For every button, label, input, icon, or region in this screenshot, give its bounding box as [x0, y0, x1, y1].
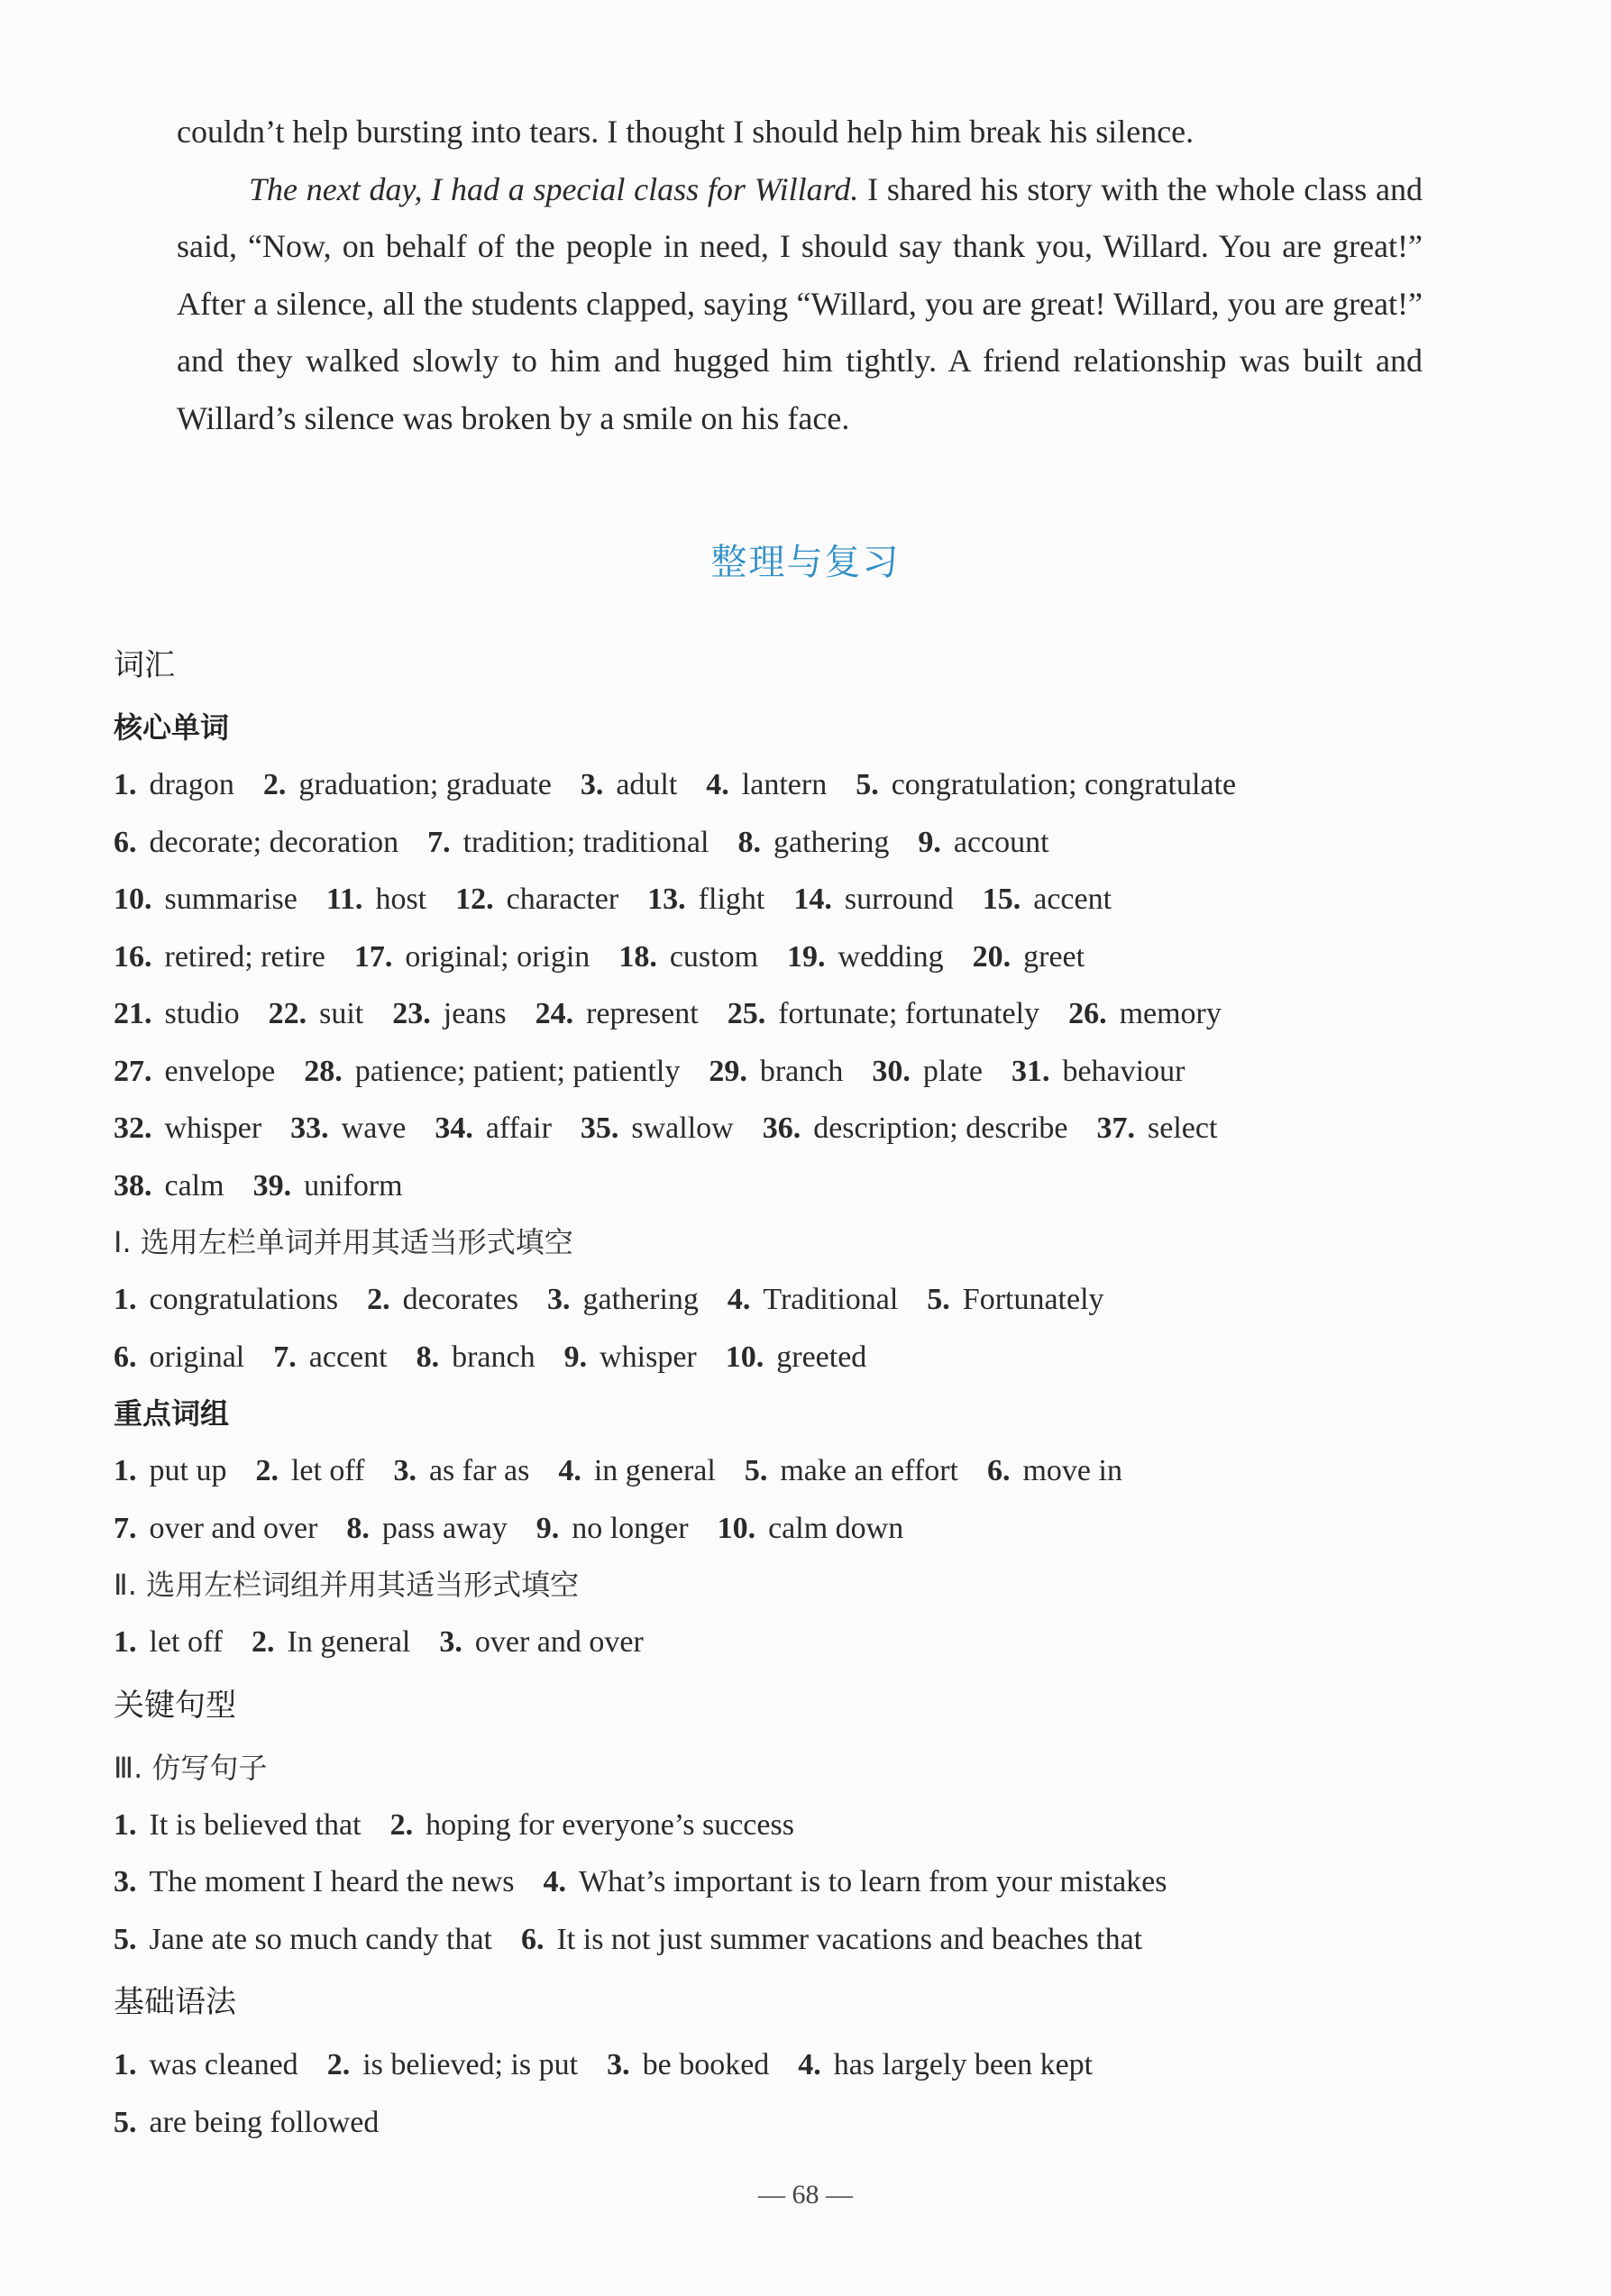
answer-item — [114, 1157, 224, 1215]
answer-text: as far as — [428, 1454, 530, 1487]
answer-item — [706, 756, 827, 814]
answer-number: 10. — [717, 1511, 756, 1545]
exercise-3-list — [114, 1797, 1448, 1969]
answer-text: dragon — [149, 768, 234, 801]
answer-item — [987, 1442, 1122, 1500]
answer-number: 12. — [455, 883, 494, 916]
answer-text: description; describe — [813, 1111, 1068, 1145]
grammar-list — [114, 2036, 1448, 2151]
answer-row — [114, 1797, 1448, 1854]
answer-number: 2. — [326, 2048, 351, 2081]
answer-text: summarise — [164, 883, 297, 916]
answer-number: 10. — [725, 1340, 764, 1374]
answer-number: 34. — [435, 1111, 473, 1145]
answer-number: 38. — [114, 1168, 152, 1203]
answer-text: branch — [759, 1054, 844, 1088]
answer-text: It is believed that — [149, 1807, 362, 1842]
answer-item — [535, 985, 699, 1043]
answer-item — [114, 871, 297, 928]
answer-row — [114, 1911, 1448, 1969]
answer-item — [455, 871, 618, 928]
answer-text: gathering — [773, 825, 890, 859]
answer-item — [114, 1853, 515, 1911]
answer-number: 33. — [290, 1111, 329, 1145]
answer-text: adult — [616, 768, 678, 801]
answer-number: 4. — [706, 768, 729, 801]
answer-row — [114, 1500, 1448, 1558]
answer-text: What’s important is to learn from your mistakes — [579, 1865, 1167, 1898]
answer-item — [346, 1500, 507, 1558]
answer-text: tradition; traditional — [462, 825, 709, 859]
answer-text: decorate; decoration — [149, 825, 399, 859]
answer-number: 6. — [114, 825, 137, 859]
answer-text: is believed; is put — [362, 2048, 579, 2081]
answer-item — [581, 756, 677, 814]
answer-item — [269, 985, 364, 1043]
answer-number: 20. — [972, 939, 1011, 974]
answer-number: 39. — [252, 1168, 292, 1203]
answer-item — [114, 756, 234, 814]
answer-number: 1. — [114, 1283, 137, 1316]
answer-number: 3. — [607, 2048, 630, 2081]
answer-item — [973, 928, 1085, 986]
answer-number: 15. — [982, 883, 1021, 916]
answer-item — [1068, 985, 1222, 1043]
answer-item — [564, 1329, 697, 1386]
answer-text: was cleaned — [149, 2048, 298, 2081]
answer-row — [114, 1157, 1448, 1215]
answer-number: 19. — [787, 939, 826, 974]
answer-item — [114, 1271, 338, 1329]
answer-item — [114, 985, 240, 1043]
answer-item — [745, 1442, 958, 1500]
answer-item — [114, 1614, 223, 1671]
answer-text: original; origin — [405, 939, 590, 974]
answer-text: affair — [485, 1111, 552, 1145]
answer-content — [114, 631, 1448, 2151]
answer-item — [114, 1500, 317, 1558]
answer-number: 13. — [647, 883, 686, 916]
answer-text: calm — [164, 1168, 224, 1203]
answer-number: 1. — [114, 1807, 137, 1842]
answer-item — [416, 1329, 535, 1386]
answer-text: The moment I heard the news — [149, 1865, 515, 1898]
answer-item — [304, 1043, 680, 1101]
answer-text: whisper — [164, 1111, 262, 1145]
answer-number: 3. — [439, 1625, 462, 1659]
answer-text: represent — [586, 997, 699, 1030]
answer-item — [718, 1500, 904, 1558]
answer-row — [114, 1442, 1448, 1500]
answer-item — [290, 1100, 406, 1157]
answer-item — [798, 2036, 1093, 2094]
answer-item — [728, 985, 1039, 1043]
answer-number: 21. — [114, 997, 152, 1030]
answer-row — [114, 1043, 1448, 1101]
story-passage — [177, 104, 1423, 447]
answer-number: 9. — [563, 1340, 588, 1374]
answer-number: 25. — [727, 997, 766, 1030]
answer-item — [393, 1442, 529, 1500]
answer-text: accent — [308, 1340, 388, 1374]
exercise-2-heading: Ⅱ. 选用左栏词组并用其适当形式填空 — [114, 1568, 580, 1602]
answer-text: decorates — [402, 1283, 518, 1316]
page-number: — 68 — — [758, 2180, 853, 2209]
answer-text: Traditional — [763, 1283, 899, 1316]
answer-row — [114, 1614, 1448, 1671]
answer-text: greet — [1023, 939, 1085, 974]
answer-number: 11. — [325, 883, 363, 916]
answer-item — [114, 1442, 226, 1500]
answer-number: 16. — [114, 939, 152, 974]
answer-number: 35. — [580, 1111, 619, 1145]
answer-number: 5. — [856, 768, 879, 801]
answer-row — [114, 2036, 1448, 2094]
story-paragraph-1: couldn’t help bursting into tears. I thought I should help him break his silence. — [177, 114, 1195, 150]
answer-number: 7. — [114, 1511, 137, 1545]
answer-item — [521, 1911, 1142, 1969]
answer-item — [787, 928, 944, 986]
answer-row — [114, 1100, 1448, 1157]
answer-item — [793, 871, 953, 928]
answer-text: no longer — [572, 1511, 689, 1545]
answer-number: 37. — [1096, 1111, 1136, 1145]
answer-item — [114, 1911, 492, 1969]
story-paragraph-2 — [177, 161, 1423, 448]
answer-text: congratulation; congratulate — [891, 768, 1237, 801]
answer-text: pass away — [381, 1511, 508, 1545]
answer-text: studio — [164, 997, 240, 1030]
answer-number: 4. — [727, 1283, 751, 1316]
key-phrases-list — [114, 1442, 1448, 1557]
answer-number: 10. — [114, 883, 152, 916]
answer-number: 27. — [114, 1054, 152, 1088]
answer-item — [439, 1614, 643, 1671]
key-phrases-heading: 重点词组 — [114, 1396, 230, 1431]
answer-row — [114, 928, 1448, 986]
answer-row — [114, 1329, 1448, 1386]
answer-item — [326, 871, 426, 928]
answer-number: 1. — [114, 1454, 137, 1487]
answer-row — [114, 871, 1448, 928]
answer-row — [114, 2094, 1448, 2152]
answer-item — [354, 928, 590, 986]
answer-text: branch — [452, 1340, 535, 1374]
answer-item — [114, 1100, 261, 1157]
answer-text: select — [1148, 1111, 1218, 1145]
answer-row — [114, 1271, 1448, 1329]
answer-text: memory — [1119, 997, 1222, 1030]
answer-number: 18. — [618, 939, 657, 974]
answer-text: greeted — [776, 1340, 867, 1374]
answer-item — [728, 1271, 898, 1329]
answer-text: congratulations — [149, 1283, 339, 1316]
answer-text: over and over — [149, 1511, 318, 1545]
answer-text: suit — [319, 997, 364, 1030]
answer-text: fortunate; fortunately — [778, 997, 1040, 1030]
answer-number: 3. — [580, 768, 604, 801]
answer-text: character — [506, 883, 619, 916]
answer-number: 8. — [346, 1511, 370, 1545]
answer-text: surround — [844, 883, 954, 916]
exercise-3-heading: Ⅲ. 仿写句子 — [114, 1750, 268, 1785]
answer-row — [114, 985, 1448, 1043]
answer-number: 30. — [872, 1054, 911, 1088]
answer-text: envelope — [164, 1054, 276, 1088]
answer-number: 5. — [744, 1454, 768, 1487]
answer-item — [392, 985, 506, 1043]
answer-item — [1097, 1100, 1218, 1157]
answer-item — [114, 2036, 298, 2094]
vocab-heading: 词汇 — [114, 647, 175, 683]
answer-number: 6. — [520, 1922, 545, 1956]
story-italic-phrase: The next day, I had a special class for Willard. — [249, 170, 859, 207]
answer-item — [983, 871, 1112, 928]
answer-text: wave — [341, 1111, 407, 1145]
answer-text: lantern — [741, 768, 828, 801]
answer-item — [114, 1043, 275, 1101]
answer-item — [581, 1100, 734, 1157]
answer-item — [726, 1329, 867, 1386]
answer-text: let off — [149, 1625, 224, 1659]
answer-number: 6. — [986, 1454, 1011, 1487]
answer-item — [763, 1100, 1068, 1157]
answer-text: let off — [290, 1454, 365, 1487]
answer-text: flight — [698, 883, 765, 916]
answer-number: 5. — [927, 1283, 950, 1316]
answer-number: 2. — [389, 1807, 414, 1842]
answer-item — [252, 1614, 410, 1671]
answer-number: 23. — [392, 997, 431, 1030]
answer-text: jeans — [443, 997, 507, 1030]
answer-text: be booked — [642, 2048, 770, 2081]
answer-text: has largely been kept — [833, 2048, 1094, 2081]
answer-number: 31. — [1011, 1054, 1050, 1088]
answer-item — [618, 928, 758, 986]
answer-number: 36. — [762, 1111, 801, 1145]
answer-row — [114, 1853, 1448, 1911]
answer-text: hoping for everyone’s success — [426, 1807, 794, 1842]
answer-item — [114, 1329, 244, 1386]
answer-item — [647, 871, 764, 928]
answer-text: put up — [149, 1454, 227, 1487]
answer-number: 8. — [416, 1340, 440, 1374]
answer-item — [547, 1271, 699, 1329]
answer-number: 1. — [114, 1625, 137, 1659]
answer-text: retired; retire — [164, 939, 325, 974]
core-words-list — [114, 756, 1448, 1214]
answer-text: original — [149, 1340, 245, 1374]
answer-number: 32. — [114, 1111, 152, 1145]
answer-text: over and over — [474, 1625, 644, 1659]
answer-text: account — [953, 825, 1049, 859]
answer-text: wedding — [838, 939, 944, 974]
answer-text: in general — [593, 1454, 716, 1487]
grammar-heading: 基础语法 — [114, 1984, 236, 2020]
answer-item — [435, 1100, 551, 1157]
answer-text: move in — [1022, 1454, 1122, 1487]
answer-number: 2. — [367, 1283, 390, 1316]
answer-item — [1011, 1043, 1185, 1101]
answer-number: 4. — [558, 1454, 581, 1487]
exercise-1-heading: Ⅰ. 选用左栏单词并用其适当形式填空 — [114, 1225, 573, 1259]
answer-item — [114, 2094, 379, 2152]
answer-number: 9. — [918, 825, 941, 859]
answer-row — [114, 814, 1448, 872]
answer-number: 7. — [273, 1340, 297, 1374]
answer-text: plate — [922, 1054, 983, 1088]
answer-item — [544, 1853, 1167, 1911]
answer-number: 3. — [114, 1865, 137, 1898]
answer-text: Jane ate so much candy that — [149, 1922, 492, 1956]
answer-number: 5. — [114, 1922, 137, 1956]
answer-text: gathering — [582, 1283, 699, 1316]
answer-number: 1. — [114, 2048, 137, 2081]
answer-number: 2. — [255, 1454, 279, 1487]
answer-number: 22. — [268, 997, 307, 1030]
answer-item — [737, 814, 889, 872]
exercise-2-list — [114, 1614, 1448, 1671]
answer-item — [253, 1157, 403, 1215]
answer-item — [367, 1271, 518, 1329]
answer-text: accent — [1033, 883, 1112, 916]
answer-text: custom — [669, 939, 759, 974]
answer-number: 5. — [114, 2105, 137, 2139]
answer-number: 8. — [737, 825, 761, 859]
answer-text: make an effort — [780, 1454, 958, 1487]
answer-item — [114, 1797, 362, 1854]
answer-text: Fortunately — [962, 1283, 1104, 1316]
section-title: 整理与复习 — [710, 542, 901, 583]
answer-number: 2. — [252, 1625, 275, 1659]
answer-item — [255, 1442, 364, 1500]
answer-item — [872, 1043, 983, 1101]
answer-item — [327, 2036, 578, 2094]
answer-item — [558, 1442, 716, 1500]
answer-number: 17. — [353, 939, 393, 974]
answer-number: 4. — [798, 2048, 821, 2081]
answer-text: It is not just summer vacations and beaches that — [556, 1922, 1143, 1956]
answer-text: behaviour — [1062, 1054, 1185, 1088]
answer-number: 2. — [262, 768, 287, 801]
answer-row — [114, 756, 1448, 814]
answer-text: host — [375, 883, 427, 916]
answer-text: whisper — [600, 1340, 697, 1374]
answer-text: swallow — [631, 1111, 734, 1145]
answer-item — [927, 1271, 1103, 1329]
sentences-heading: 关键句型 — [114, 1687, 236, 1724]
answer-number: 14. — [793, 883, 832, 916]
answer-number: 7. — [427, 825, 451, 859]
answer-number: 24. — [535, 997, 574, 1030]
answer-item — [918, 814, 1048, 872]
answer-item — [263, 756, 552, 814]
answer-number: 3. — [393, 1454, 416, 1487]
answer-number: 3. — [547, 1283, 571, 1316]
answer-number: 9. — [535, 1511, 560, 1545]
story-paragraph-2-text: I shared his story with the whole class and said, “Now, on behalf of the people in need, I should say thank you, Willard. You are great!” After a silence, all the students clapped, saying “Willard, you are great! Willard, you are great!” and they walked slowly to him and hugged him tightly. A friend relationship was built and Willard’s silence was broken by a smile on his face. — [177, 170, 1423, 436]
answer-item — [536, 1500, 689, 1558]
answer-item — [390, 1797, 794, 1854]
answer-item — [427, 814, 709, 872]
core-words-heading: 核心单词 — [114, 710, 230, 745]
answer-text: In general — [287, 1625, 411, 1659]
answer-item — [114, 928, 325, 986]
answer-item — [607, 2036, 769, 2094]
answer-number: 26. — [1068, 997, 1107, 1030]
answer-text: are being followed — [149, 2105, 380, 2139]
answer-text: calm down — [768, 1511, 904, 1545]
exercise-1-list — [114, 1271, 1448, 1386]
answer-number: 1. — [114, 768, 137, 801]
answer-number: 29. — [709, 1054, 747, 1088]
answer-text: graduation; graduate — [298, 768, 552, 801]
answer-text: patience; patient; patiently — [354, 1054, 681, 1088]
answer-number: 4. — [543, 1865, 567, 1898]
answer-item — [709, 1043, 843, 1101]
answer-number: 6. — [114, 1340, 137, 1374]
answer-text: uniform — [304, 1168, 403, 1203]
answer-number: 28. — [304, 1054, 343, 1088]
answer-item — [273, 1329, 387, 1386]
answer-item — [856, 756, 1236, 814]
answer-item — [114, 814, 398, 872]
